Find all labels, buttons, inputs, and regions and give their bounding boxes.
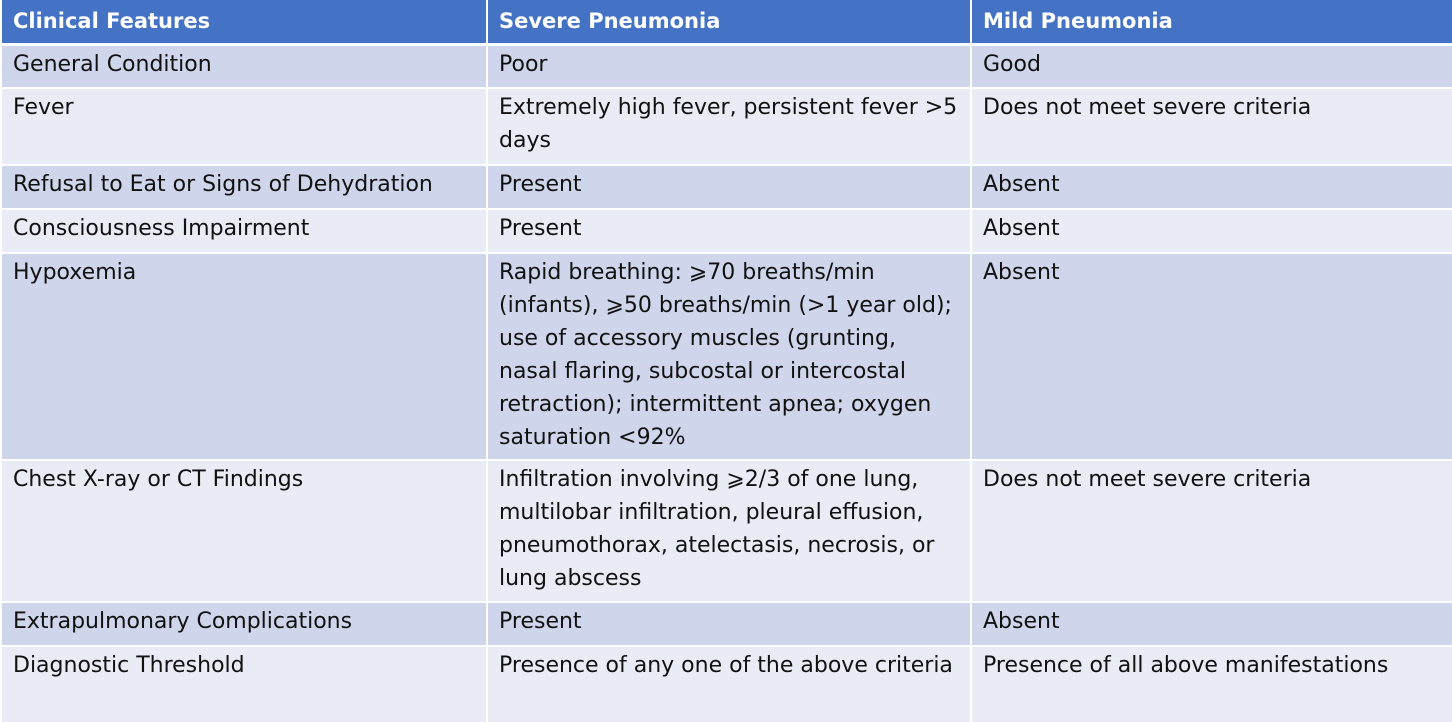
table-row <box>2 646 1452 722</box>
mild-cell: Absent <box>971 602 1452 646</box>
severe-cell: Present <box>487 165 971 209</box>
feature-cell: General Condition <box>2 44 487 88</box>
feature-cell: Hypoxemia <box>2 253 487 460</box>
mild-cell: Absent <box>971 253 1452 460</box>
mild-cell: Absent <box>971 165 1452 209</box>
severe-cell: Extremely high fever, persistent fever >5 days <box>487 88 971 165</box>
mild-cell: Does not meet severe criteria <box>971 460 1452 602</box>
mild-cell: Presence of all above manifestations <box>971 646 1452 722</box>
severe-cell: Presence of any one of the above criteria <box>487 646 971 722</box>
table-row <box>2 602 1452 646</box>
mild-cell: Does not meet severe criteria <box>971 88 1452 165</box>
table-row <box>2 88 1452 165</box>
feature-cell: Chest X-ray or CT Findings <box>2 460 487 602</box>
header-mild-pneumonia: Mild Pneumonia <box>971 0 1452 44</box>
table-row <box>2 165 1452 209</box>
mild-cell: Absent <box>971 209 1452 253</box>
severe-cell: Present <box>487 209 971 253</box>
feature-cell: Refusal to Eat or Signs of Dehydration <box>2 165 487 209</box>
feature-cell: Extrapulmonary Complications <box>2 602 487 646</box>
table-row <box>2 460 1452 602</box>
feature-cell: Fever <box>2 88 487 165</box>
table-header-row <box>2 0 1452 44</box>
table-row <box>2 209 1452 253</box>
severe-cell: Present <box>487 602 971 646</box>
mild-cell: Good <box>971 44 1452 88</box>
header-severe-pneumonia: Severe Pneumonia <box>487 0 971 44</box>
severe-cell: Poor <box>487 44 971 88</box>
pneumonia-severity-table <box>2 0 1452 722</box>
header-clinical-features: Clinical Features <box>2 0 487 44</box>
severe-cell: Rapid breathing: ⩾70 breaths/min (infants), ⩾50 breaths/min (>1 year old); use of accessory muscles (grunting, nasal flaring, subcostal or intercostal retraction); intermittent apnea; oxygen saturation <92% <box>487 253 971 460</box>
feature-cell: Consciousness Impairment <box>2 209 487 253</box>
severe-cell: Infiltration involving ⩾2/3 of one lung, multilobar infiltration, pleural effusion, pneumothorax, atelectasis, necrosis, or lung abscess <box>487 460 971 602</box>
table-row <box>2 253 1452 460</box>
table-row <box>2 44 1452 88</box>
feature-cell: Diagnostic Threshold <box>2 646 487 722</box>
